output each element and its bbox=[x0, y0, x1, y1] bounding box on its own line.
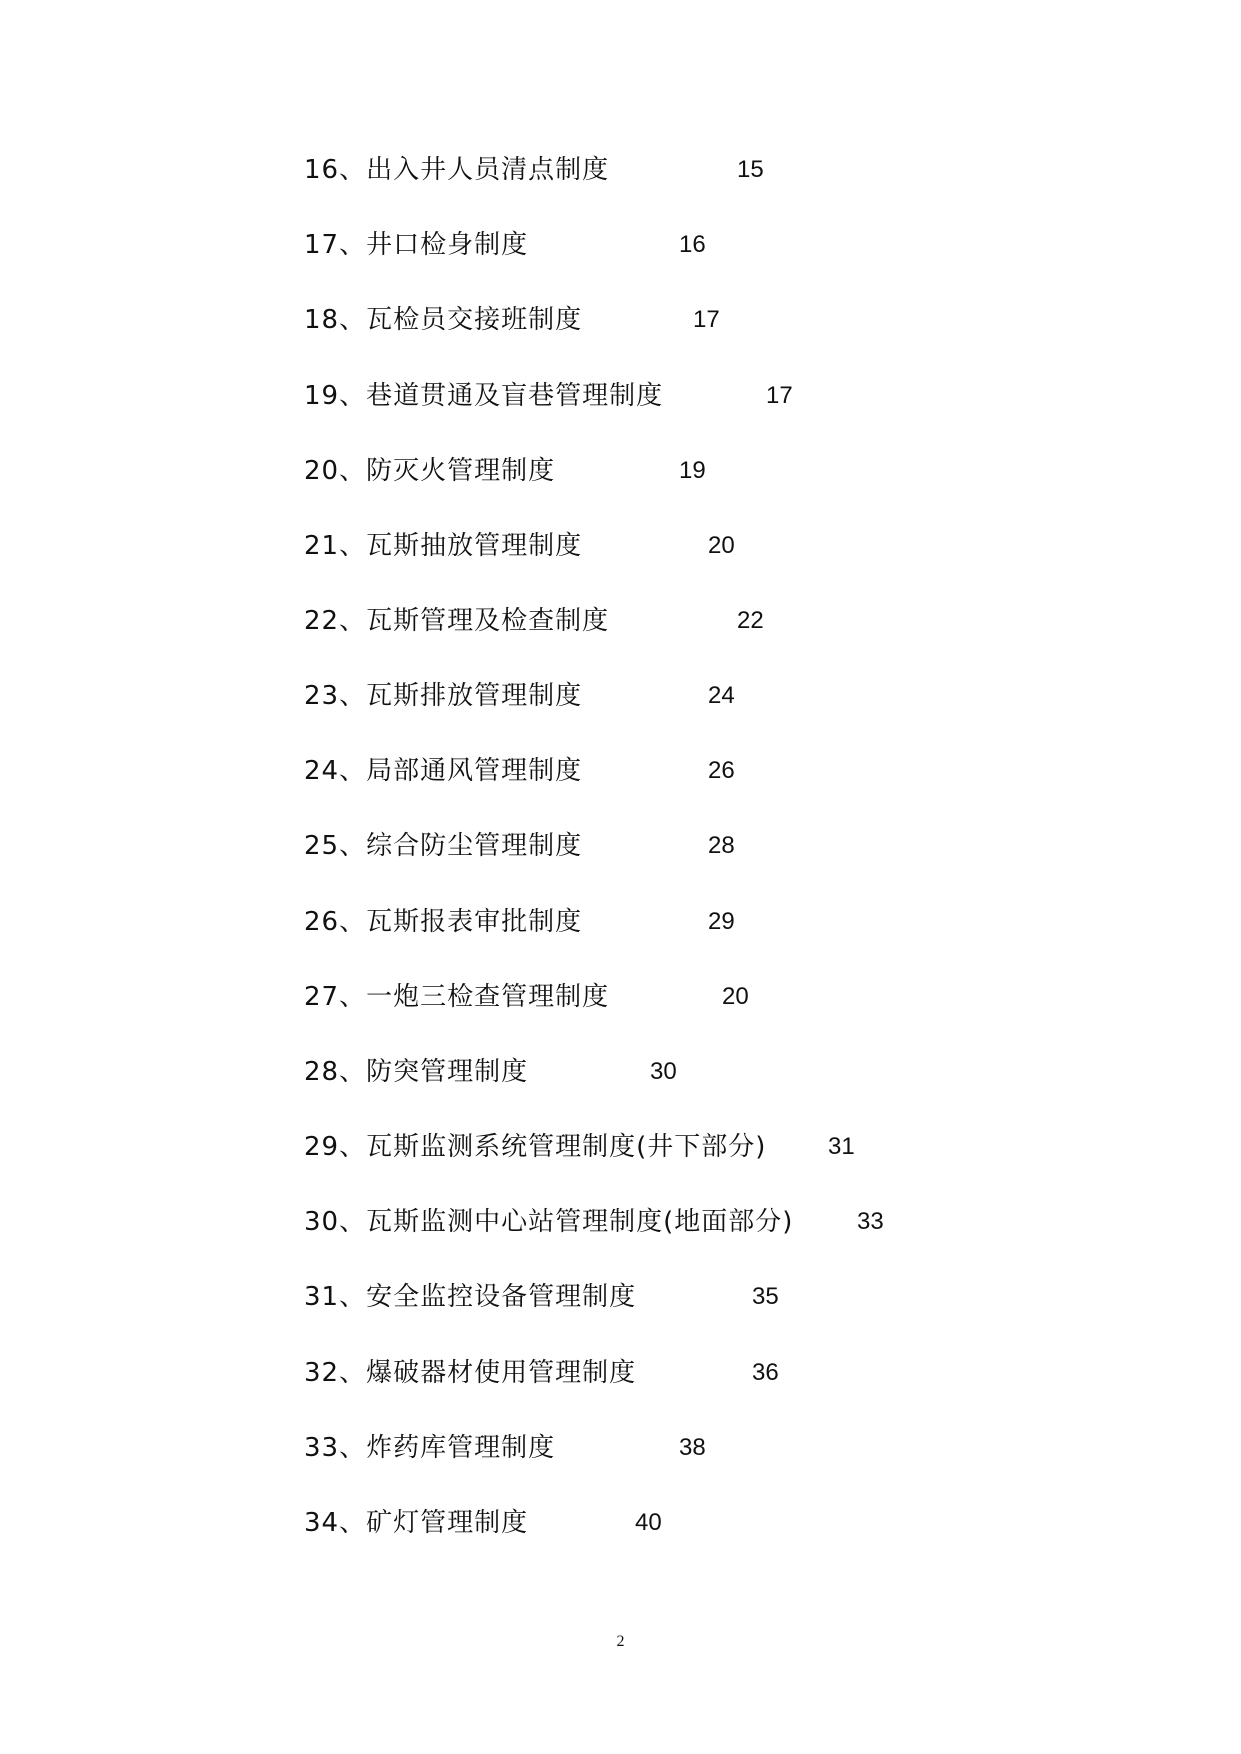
toc-entry-title: 32、爆破器材使用管理制度 bbox=[304, 1358, 637, 1388]
toc-entry-title: 18、瓦检员交接班制度 bbox=[304, 305, 583, 335]
toc-entry-title: 25、综合防尘管理制度 bbox=[304, 831, 583, 861]
toc-entry-page: 33 bbox=[857, 1208, 884, 1235]
toc-entry bbox=[0, 1353, 1241, 1393]
toc-entry-title: 27、一炮三检查管理制度 bbox=[304, 982, 610, 1012]
toc-entry-title: 21、瓦斯抽放管理制度 bbox=[304, 531, 583, 561]
toc-entry-title: 23、瓦斯排放管理制度 bbox=[304, 681, 583, 711]
toc-entry bbox=[0, 977, 1241, 1017]
toc-entry bbox=[0, 676, 1241, 716]
toc-entry-page: 17 bbox=[693, 306, 720, 333]
toc-entry-page: 19 bbox=[679, 457, 706, 484]
toc-entry-page: 20 bbox=[722, 983, 749, 1010]
toc-entry-title: 30、瓦斯监测中心站管理制度(地面部分) bbox=[304, 1207, 794, 1237]
toc-entry bbox=[0, 1052, 1241, 1092]
toc-entry-page: 36 bbox=[752, 1359, 779, 1386]
toc-entry bbox=[0, 1428, 1241, 1468]
toc-entry-page: 31 bbox=[828, 1133, 855, 1160]
toc-entry-page: 20 bbox=[708, 532, 735, 559]
toc-entry bbox=[0, 1277, 1241, 1317]
toc-entry-page: 35 bbox=[752, 1283, 779, 1310]
toc-entry-title: 17、井口检身制度 bbox=[304, 230, 529, 260]
toc-entry bbox=[0, 1503, 1241, 1543]
toc-entry-title: 33、炸药库管理制度 bbox=[304, 1433, 556, 1463]
toc-entry-title: 28、防突管理制度 bbox=[304, 1057, 529, 1087]
toc-entry bbox=[0, 150, 1241, 190]
toc-entry-title: 22、瓦斯管理及检查制度 bbox=[304, 606, 610, 636]
toc-entry bbox=[0, 1127, 1241, 1167]
toc-entry-page: 22 bbox=[737, 607, 764, 634]
toc-entry-page: 38 bbox=[679, 1434, 706, 1461]
toc-entry bbox=[0, 826, 1241, 866]
toc-entry-page: 40 bbox=[635, 1509, 662, 1536]
toc-entry bbox=[0, 902, 1241, 942]
toc-entry bbox=[0, 225, 1241, 265]
toc-entry-title: 26、瓦斯报表审批制度 bbox=[304, 907, 583, 937]
toc-entry-title: 31、安全监控设备管理制度 bbox=[304, 1282, 637, 1312]
toc-entry-page: 17 bbox=[766, 382, 793, 409]
toc-entry-page: 28 bbox=[708, 832, 735, 859]
toc-entry-page: 26 bbox=[708, 757, 735, 784]
toc-entry bbox=[0, 451, 1241, 491]
toc-entry-page: 16 bbox=[679, 231, 706, 258]
toc-entry bbox=[0, 601, 1241, 641]
toc-entry-page: 24 bbox=[708, 682, 735, 709]
toc-entry-page: 30 bbox=[650, 1058, 677, 1085]
toc-entry bbox=[0, 1202, 1241, 1242]
toc-entry-page: 15 bbox=[737, 156, 764, 183]
toc-entry bbox=[0, 526, 1241, 566]
toc-entry bbox=[0, 376, 1241, 416]
toc-entry-title: 19、巷道贯通及盲巷管理制度 bbox=[304, 381, 664, 411]
toc-entry-title: 16、出入井人员清点制度 bbox=[304, 155, 610, 185]
toc-entry-title: 20、防灭火管理制度 bbox=[304, 456, 556, 486]
toc-entry-title: 34、矿灯管理制度 bbox=[304, 1508, 529, 1538]
toc-entry bbox=[0, 300, 1241, 340]
toc-entry-title: 24、局部通风管理制度 bbox=[304, 756, 583, 786]
page-number: 2 bbox=[616, 1633, 625, 1650]
toc-entry-title: 29、瓦斯监测系统管理制度(井下部分) bbox=[304, 1132, 767, 1162]
toc-entry bbox=[0, 751, 1241, 791]
toc-entry-page: 29 bbox=[708, 908, 735, 935]
